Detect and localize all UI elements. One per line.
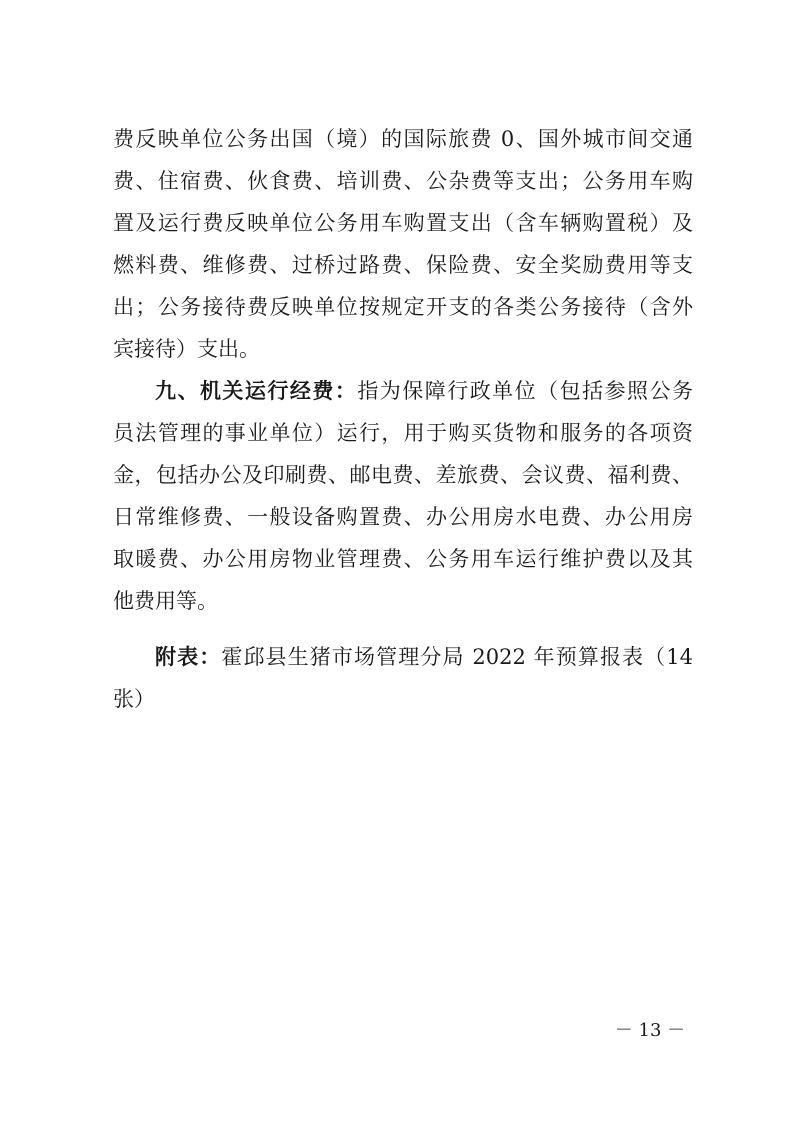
page-number: － 13 － (614, 1020, 686, 1041)
paragraph-2-line-1-text: 指为保障行政单位（包括参照公务 (357, 379, 693, 403)
paragraph-2-line-3: 金，包括办公及印刷费、邮电费、差旅费、会议费、福利费、 (113, 463, 693, 487)
attachment-line-1-text: 霍邱县生猪市场管理分局 2022 年预算报表（14 (221, 645, 693, 669)
paragraph-2-line-1 (155, 371, 693, 411)
paragraph-2-line-4: 日常维修费、一般设备购置费、办公用房水电费、办公用房 (113, 505, 693, 529)
paragraph-1-line-6: 宾接待）支出。 (113, 337, 260, 361)
attachment-line-1 (155, 637, 693, 677)
attachment-label: 附表： (155, 644, 222, 669)
paragraph-1-line-4: 燃料费、维修费、过桥过路费、保险费、安全奖励费用等支 (113, 253, 693, 277)
paragraph-1-line-3: 置及运行费反映单位公务用车购置支出（含车辆购置税）及 (113, 211, 693, 235)
paragraph-1-line-1: 费反映单位公务出国（境）的国际旅费 0、国外城市间交通 (113, 127, 693, 151)
paragraph-2-line-2: 员法管理的事业单位）运行，用于购买货物和服务的各项资 (113, 421, 693, 445)
paragraph-1-line-2: 费、住宿费、伙食费、培训费、公杂费等支出；公务用车购 (113, 169, 693, 193)
paragraph-2-line-6: 他费用等。 (113, 589, 218, 613)
paragraph-2-heading: 九、机关运行经费： (155, 378, 358, 403)
paragraph-1-line-5: 出；公务接待费反映单位按规定开支的各类公务接待（含外 (113, 295, 693, 319)
attachment-line-2: 张） (113, 687, 155, 711)
paragraph-2-line-5: 取暖费、办公用房物业管理费、公务用车运行维护费以及其 (113, 547, 693, 571)
